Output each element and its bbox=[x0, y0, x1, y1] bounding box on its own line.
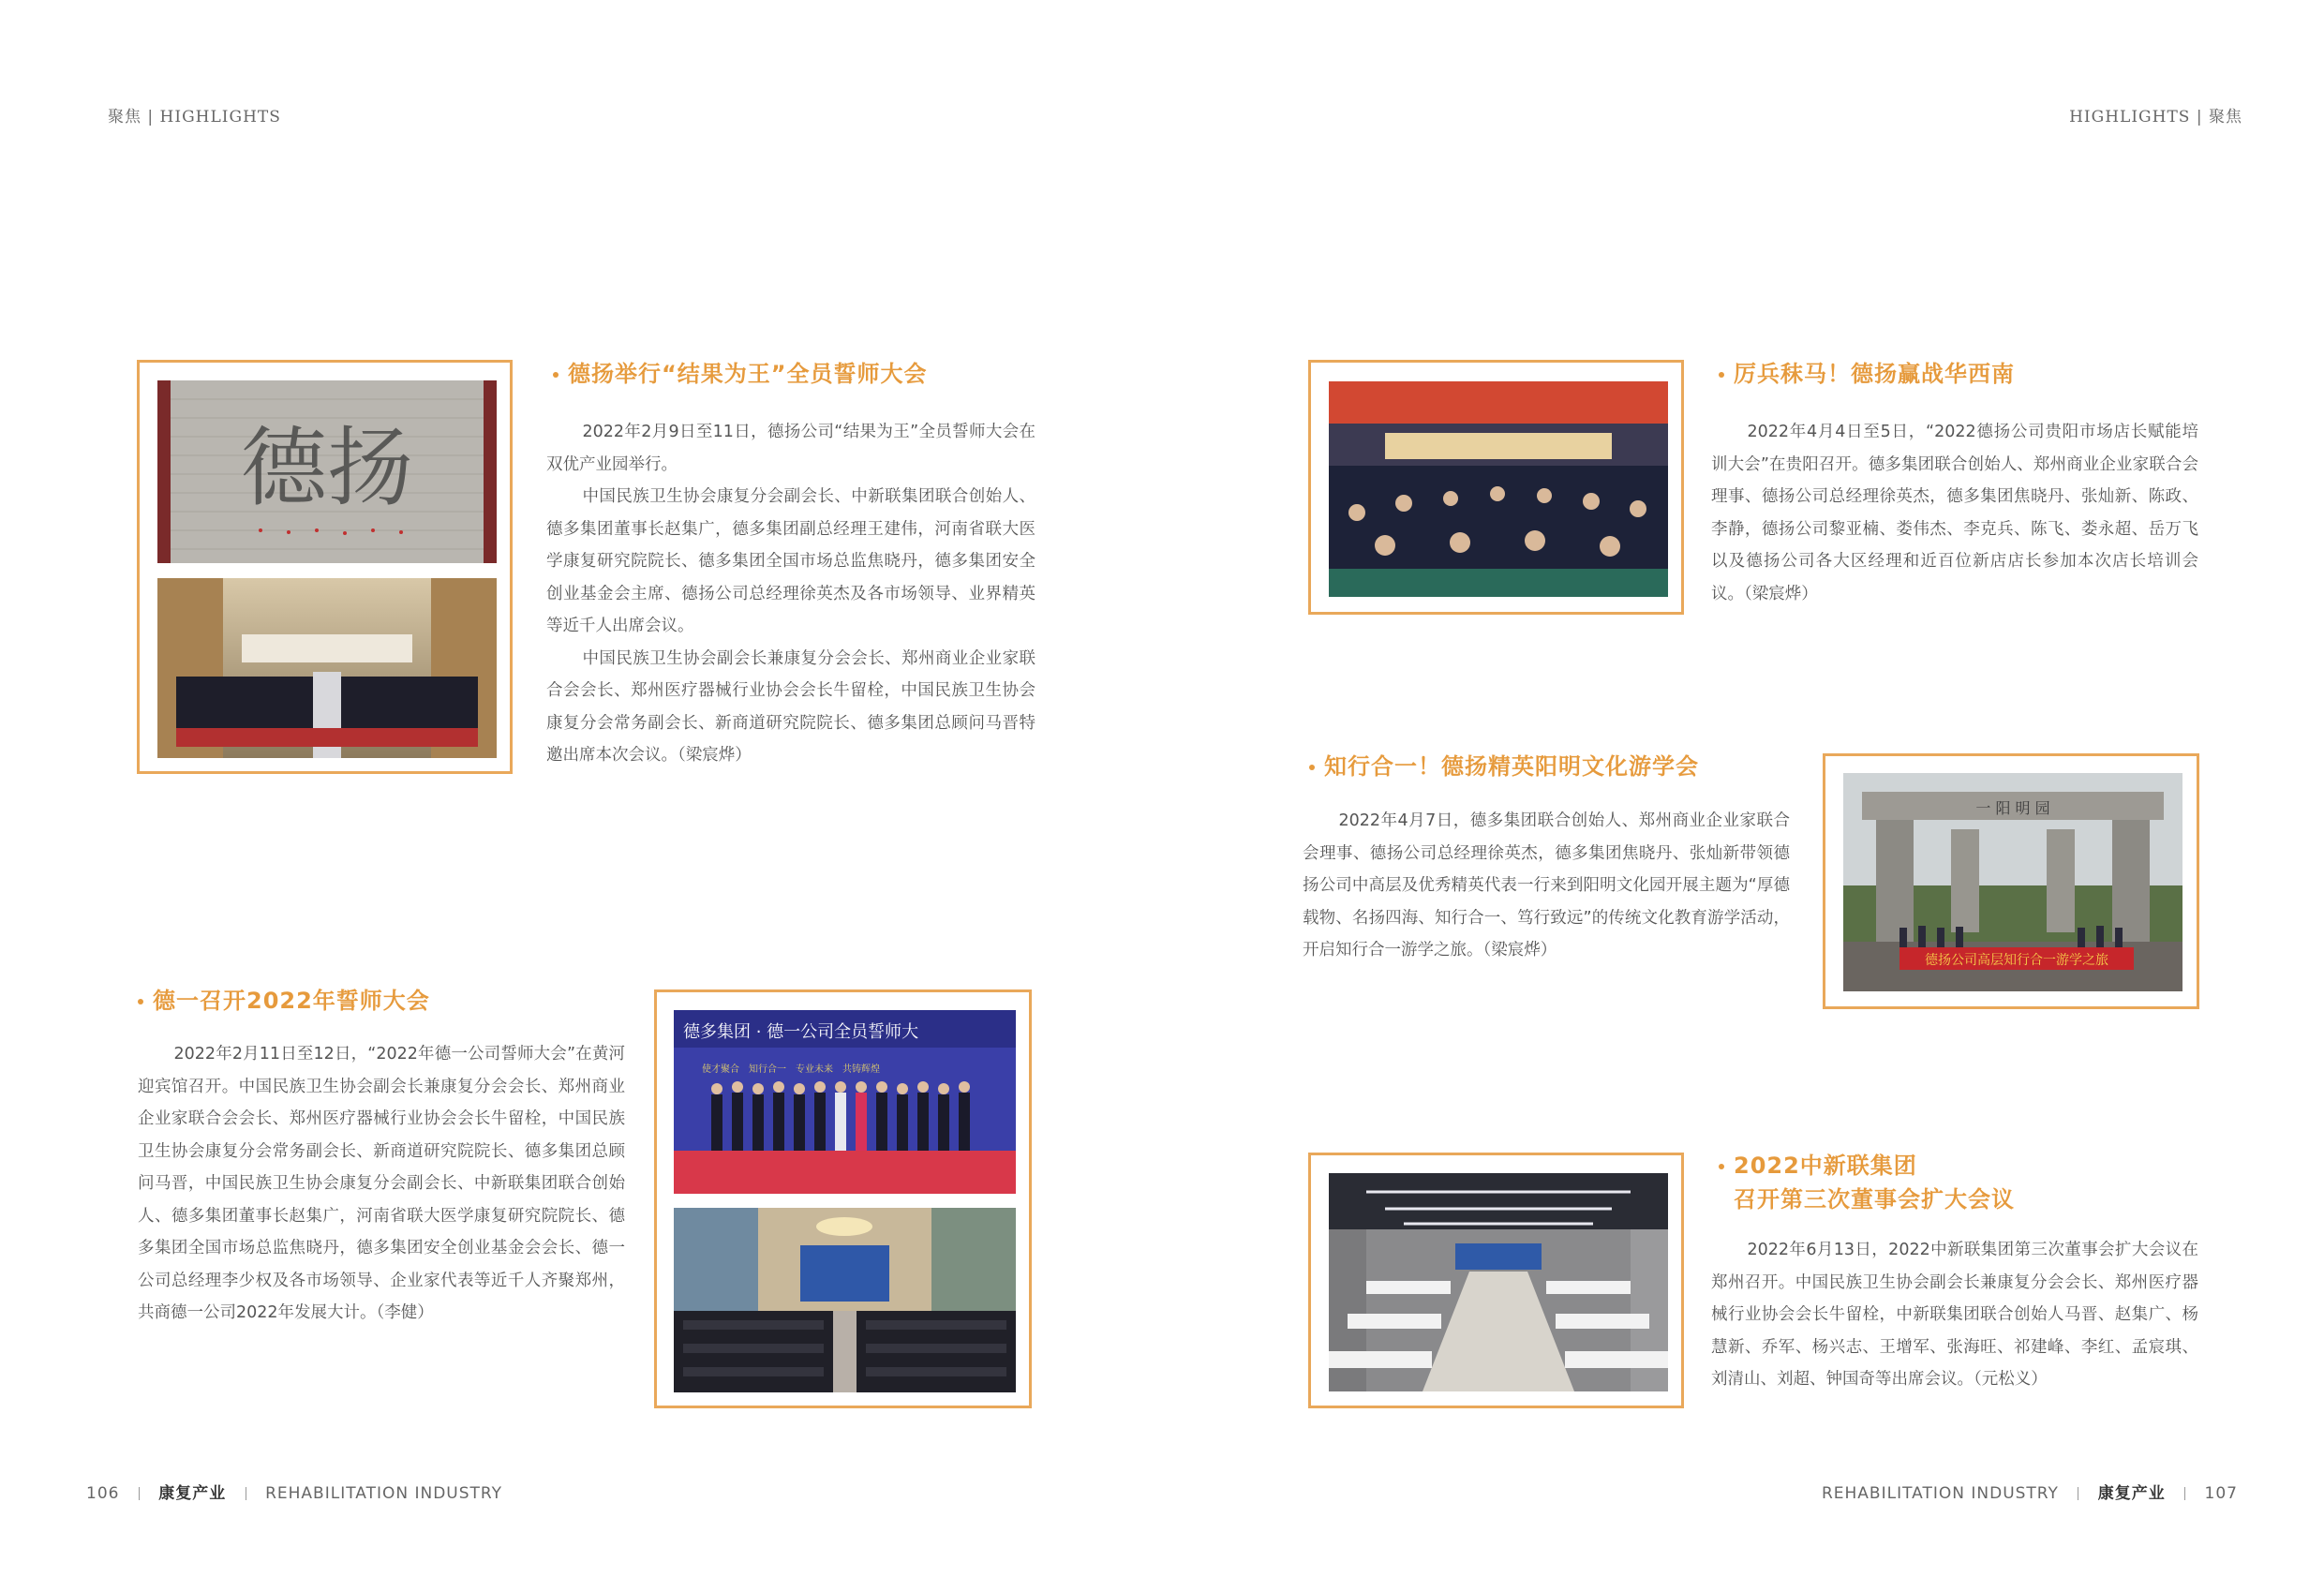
bullet-dot-icon bbox=[1719, 1164, 1724, 1169]
article1-para3: 中国民族卫生协会副会长兼康复分会会长、郑州商业企业家联合会会长、郑州医疗器械行业协会会长牛留栓，中国民族卫生协会康复分会常务副会长、新商道研究院院长、德多集团总顾问马晋特邀出席本次会议。（梁宸烨） bbox=[546, 648, 1035, 765]
article1-photo-frame bbox=[137, 360, 513, 774]
article3-photo-gate bbox=[1843, 773, 2182, 991]
header-left-cn: 聚焦 bbox=[108, 108, 142, 126]
footer-left bbox=[86, 1480, 502, 1503]
article5-photo-meeting bbox=[1329, 1173, 1668, 1391]
article3-title bbox=[1309, 750, 1699, 783]
article1-photo-aerial bbox=[157, 380, 497, 563]
article5-title-line1 bbox=[1719, 1149, 2015, 1183]
header-right-en: HIGHLIGHTS bbox=[2069, 108, 2191, 126]
article2-body bbox=[1711, 416, 2198, 610]
article4-photo-frame bbox=[654, 989, 1032, 1408]
bullet-dot-icon bbox=[1309, 765, 1315, 770]
footer-right-en: REHABILITATION INDUSTRY bbox=[1821, 1484, 2059, 1503]
article2-para1: 2022年4月4日至5日，“2022德扬公司贵阳市场店长赋能培训大会”在贵阳召开。德多集团联合创始人、郑州商业企业家联合会理事、德扬公司总经理徐英杰，德多集团焦晓丹、张灿新、陈政、李静，德扬公司黎亚楠、娄伟杰、李克兵、陈飞、娄永超、岳万飞以及德扬公司各大区经理和近百位新店店长参加本次店长培训会议。（梁宸烨） bbox=[1711, 423, 2198, 603]
article4-title-text: 德一召开2022年誓师大会 bbox=[153, 988, 430, 1014]
bullet-dot-icon bbox=[1719, 372, 1724, 378]
footer-divider-icon bbox=[139, 1487, 140, 1500]
article5-para1: 2022年6月13日，2022中新联集团第三次董事会扩大会议在郑州召开。中国民族卫生协会副会长兼康复分会会长、郑州医疗器械行业协会会长牛留栓，中新联集团联合创始人马晋、赵集广、杨慧新、乔军、杨兴志、王增军、张海旺、祁建峰、李红、孟宸琪、刘清山、刘超、钟国奇等出席会议。（元松义） bbox=[1711, 1241, 2198, 1389]
header-divider-icon: | bbox=[147, 108, 160, 126]
article1-photo-hall bbox=[157, 578, 497, 758]
gate-banner-text: 德扬公司高层知行合一游学之旅 bbox=[1925, 953, 2108, 968]
article3-title-text: 知行合一！德扬精英阳明文化游学会 bbox=[1324, 753, 1699, 780]
aerial-formation-text: 德扬 bbox=[240, 418, 414, 518]
article3-para1: 2022年4月7日，德多集团联合创始人、郑州商业企业家联合会理事、德扬公司总经理徐英杰，德多集团焦晓丹、张灿新带领德扬公司中高层及优秀精英代表一行来到阳明文化园开展主题为“厚德载物、名扬四海、知行合一、笃行致远”的传统文化教育游学活动，开启知行合一游学之旅。（梁宸烨） bbox=[1303, 811, 1790, 960]
article4-photo-ballroom bbox=[674, 1208, 1016, 1392]
article4-para1: 2022年2月11日至12日，“2022年德一公司誓师大会”在黄河迎宾馆召开。中国民族卫生协会副会长兼康复分会会长、郑州商业企业家联合会会长、郑州医疗器械行业协会会长牛留栓，中国民族卫生协会康复分会常务副会长、新商道研究院院长、德多集团总顾问马晋，中国民族卫生协会康复分会副会长、中新联集团联合创始人、德多集团董事长赵集广，河南省联大医学康复研究院院长、德多集团全国市场总监焦晓丹，德多集团安全创业基金会会长、德一公司总经理李少权及各市场领导、企业家代表等近千人齐聚郑州，共商德一公司2022年发展大计。（李健） bbox=[138, 1045, 625, 1322]
article1-title bbox=[553, 357, 928, 391]
footer-right-cn: 康复产业 bbox=[2097, 1484, 2166, 1503]
footer-right bbox=[1822, 1480, 2238, 1503]
article5-title-line2: 召开第三次董事会扩大会议 bbox=[1734, 1186, 2015, 1213]
article4-body bbox=[138, 1038, 625, 1330]
article5-body bbox=[1711, 1234, 2198, 1396]
article2-photo-frame bbox=[1308, 360, 1684, 615]
article3-body bbox=[1303, 805, 1790, 967]
article5-title-text1: 2022中新联集团 bbox=[1734, 1153, 1917, 1179]
bullet-dot-icon bbox=[553, 372, 559, 378]
page-number-right: 107 bbox=[2204, 1484, 2238, 1503]
header-right-cn: 聚焦 bbox=[2209, 108, 2242, 126]
article5-photo-frame bbox=[1308, 1153, 1684, 1408]
footer-left-cn: 康复产业 bbox=[158, 1484, 227, 1503]
footer-divider-icon bbox=[2184, 1487, 2185, 1500]
header-divider-icon: | bbox=[2196, 108, 2209, 126]
article1-title-text: 德扬举行“结果为王”全员誓师大会 bbox=[568, 361, 928, 387]
footer-left-en: REHABILITATION INDUSTRY bbox=[265, 1484, 503, 1503]
article4-photo-stage bbox=[674, 1010, 1016, 1194]
header-left-en: HIGHLIGHTS bbox=[159, 108, 281, 126]
article2-title-text: 厉兵秣马！德扬赢战华西南 bbox=[1734, 361, 2015, 387]
gate-plaque-text: 一 阳 明 园 bbox=[1975, 799, 2050, 817]
stage-backdrop-sub: 使才聚合 知行合一 专业未来 共铸辉煌 bbox=[702, 1064, 880, 1075]
article5-title bbox=[1719, 1149, 2015, 1216]
page-number-left: 106 bbox=[86, 1484, 120, 1503]
running-header-left bbox=[108, 103, 281, 126]
article1-para2: 中国民族卫生协会康复分会副会长、中新联集团联合创始人、德多集团董事长赵集广，德多集团副总经理王建伟，河南省联大医学康复研究院院长、德多集团全国市场总监焦晓丹，德多集团安全创业基金会主席、德扬公司总经理徐英杰及各市场领导、业界精英等近千人出席会议。 bbox=[546, 487, 1035, 635]
article2-photo-conference bbox=[1329, 381, 1668, 597]
article3-photo-frame bbox=[1823, 753, 2199, 1009]
article1-body bbox=[546, 416, 1035, 772]
stage-backdrop-text: 德多集团 · 德一公司全员誓师大 bbox=[683, 1022, 919, 1042]
article1-para1: 2022年2月9日至11日，德扬公司“结果为王”全员誓师大会在双优产业园举行。 bbox=[546, 423, 1035, 474]
bullet-dot-icon bbox=[138, 999, 143, 1004]
running-header-right bbox=[2069, 103, 2242, 126]
article2-title bbox=[1719, 357, 2015, 391]
article4-title bbox=[138, 984, 430, 1018]
